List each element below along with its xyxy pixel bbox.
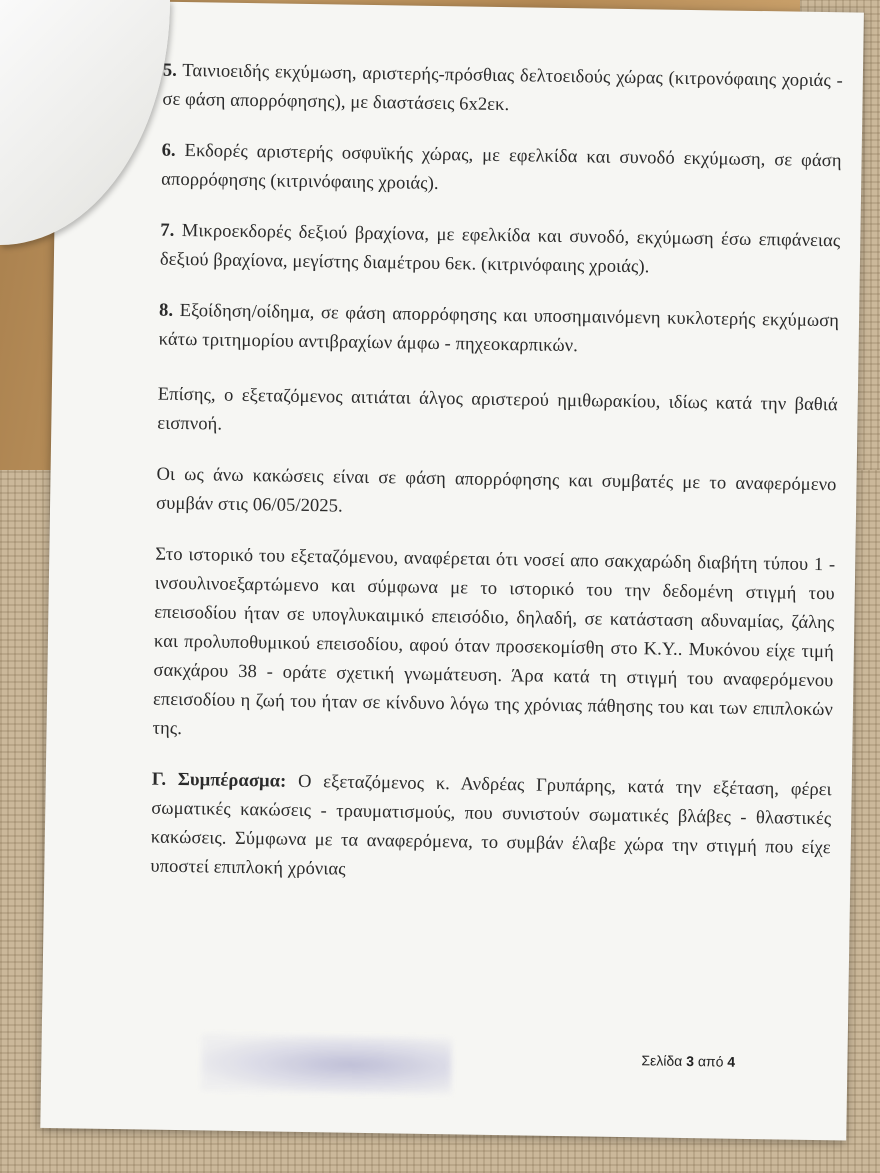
list-item: 6. Εκδορές αριστερής οσφυϊκής χώρας, με εφελκίδα και συνοδό εκχύμωση, σε φάση απορρόφησης (κιτρινόφαιης χροιάς). <box>161 140 842 195</box>
page-number: Σελίδα 3 από 4 <box>641 1052 736 1070</box>
document-page <box>40 0 864 1141</box>
conclusion-paragraph: Γ. Συμπέρασμα: Ο εξεταζόμενος κ. Ανδρέας Γρυπάρης, κατά την εξέταση, φέρει σωματικές κακώσεις - τραυματισμούς, που συνιστούν σωματικές βλάβες - θλαστικές κακώσεις. Σύμφωνα με τα αναφερόμενα, το συμβάν έλαβε χώρα την στιγμή που είχε υποστεί επιπλοκή χρόνιας <box>150 769 832 880</box>
list-item: 5. Ταινιοειδής εκχύμωση, αριστερής-πρόσθιας δελτοειδούς χώρας (κιτρονόφαιης χοριάς - σε φάση απορρόφησης), με διαστάσεις 6x2εκ. <box>162 60 843 116</box>
page-body <box>150 57 843 915</box>
redacted-signature <box>201 1034 452 1094</box>
list-item: 7. Μικροεκδορές δεξιού βραχίονα, με εφελκίδα και συνοδό, εκχύμωση έσω επιφάνειας δεξιού βραχίονα, μεγίστης διαμέτρου 6εκ. (κιτρινόφαιης χροιάς). <box>159 220 841 278</box>
paragraph: Οι ως άνω κακώσεις είναι σε φάση απορρόφησης και συμβατές με το αναφερόμενο συμβάν στις 06/05/2025. <box>155 464 837 517</box>
paragraph: Στο ιστορικό του εξεταζόμενου, αναφέρεται ότι νοσεί απο σακχαρώδη διαβήτη τύπου 1 - ινσουλινοεξαρτώμενο και σύμφωνα με το ιστορικό του την δεδομένη στιγμή του επεισοδίου ήταν σε υπογλυκαιμικό επεισόδιο, δηλαδή, σε κατάσταση αδυναμίας, ζάλης και προλυποθυμικού επεισοδίου, αφού όταν προσεκομίσθη στο Κ.Υ.. Μυκόνου είχε τιμή σακχάρου 38 - οράτε σχετική γνωμάτευση. Άρα κατά τη στιγμή του αναφερόμενου επεισοδίου η ζωή του ήταν σε κίνδυνο λόγω της χρόνιας πάθησης του και των επιπλοκών της. <box>152 544 836 740</box>
list-item: 8. Εξοίδηση/οίδημα, σε φάση απορρόφησης και υποσημαινόμενη κυκλοτερής εκχύμωση κάτω τριτημορίου αντιβραχίων άμφω - πηχεοκαρπικών. <box>158 300 840 357</box>
paragraph: Επίσης, ο εξεταζόμενος αιτιάται άλγος αριστερού ημιθωρακίου, ιδίως κατά την βαθιά εισπνοή. <box>157 384 838 435</box>
conclusion-heading: Γ. Συμπέρασμα: <box>151 769 287 792</box>
